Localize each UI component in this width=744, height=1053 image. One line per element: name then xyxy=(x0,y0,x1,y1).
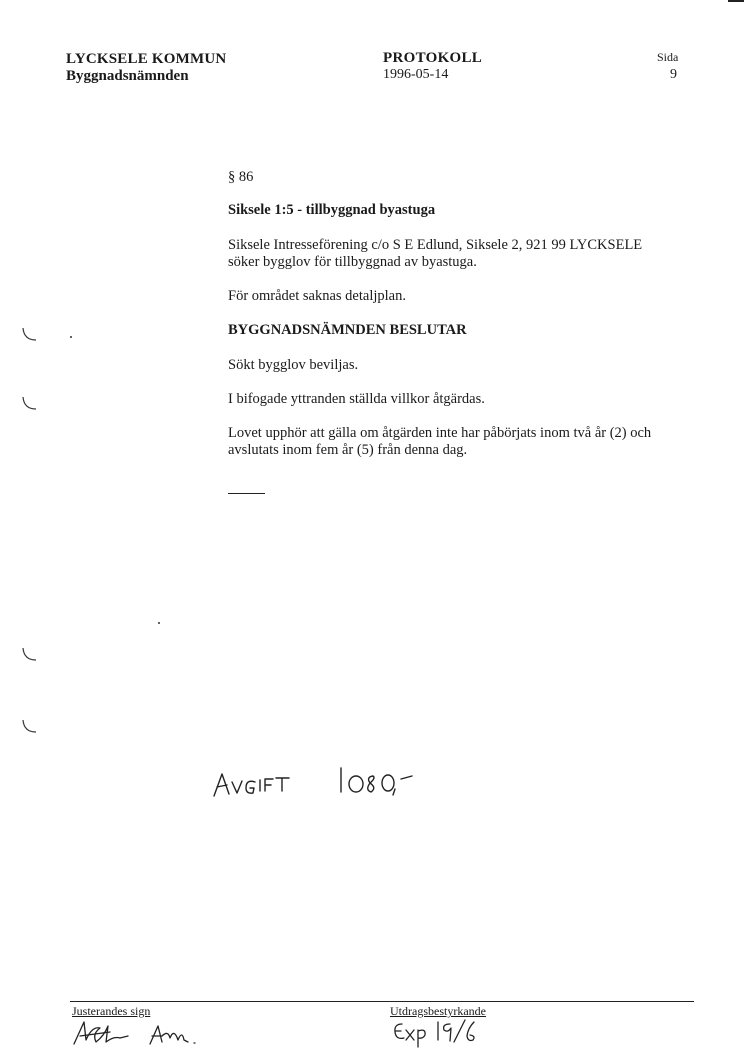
section-end-rule xyxy=(228,493,265,494)
punch-hole-mark xyxy=(20,326,38,344)
page-number: 9 xyxy=(670,67,677,82)
punch-hole-mark xyxy=(20,718,38,736)
extract-certification-label: Utdragsbestyrkande xyxy=(390,1004,486,1018)
scan-speck xyxy=(158,622,160,624)
document-date: 1996-05-14 xyxy=(383,67,449,82)
punch-hole-mark xyxy=(20,395,38,413)
handwritten-expedition-note xyxy=(392,1014,482,1048)
adjuster-sign-label: Justerandes sign xyxy=(72,1004,151,1018)
footer-rule xyxy=(70,1001,694,1002)
decision-item-1-text: Sökt bygglov beviljas. xyxy=(228,357,359,373)
plan-note: För området saknas detaljplan. xyxy=(228,288,406,304)
scan-corner-mark xyxy=(728,0,744,2)
validity-line-1: Lovet upphör att gälla om åtgärden inte har påbörjats inom två år (2) och xyxy=(228,425,652,441)
document-type: PROTOKOLL xyxy=(383,50,483,66)
scan-speck xyxy=(70,336,72,338)
application-line-1: Siksele Intresseförening c/o S E Edlund, Siksele 2, 921 99 LYCKSELE xyxy=(228,237,643,253)
handwritten-fee-note xyxy=(210,762,430,806)
section-number: § 86 xyxy=(228,169,254,185)
decision-heading: BYGGNADSNÄMNDEN BESLUTAR xyxy=(228,322,467,338)
punch-hole-mark xyxy=(20,646,38,664)
validity-line-2: avslutats inom fem år (5) från denna dag. xyxy=(228,442,468,458)
expedition-note-drawing xyxy=(392,1014,482,1048)
case-heading: Siksele 1:5 - tillbyggnad byastuga xyxy=(228,202,436,218)
application-line-2: söker bygglov för tillbyggnad av byastuga. xyxy=(228,254,477,270)
page-label: Sida xyxy=(657,50,679,64)
organization-name: LYCKSELE KOMMUN xyxy=(66,51,227,67)
department-name: Byggnadsnämnden xyxy=(66,68,189,84)
handwritten-signature xyxy=(70,1016,220,1048)
decision-item-2: I bifogade yttranden ställda villkor åtgärdas. xyxy=(228,391,485,407)
